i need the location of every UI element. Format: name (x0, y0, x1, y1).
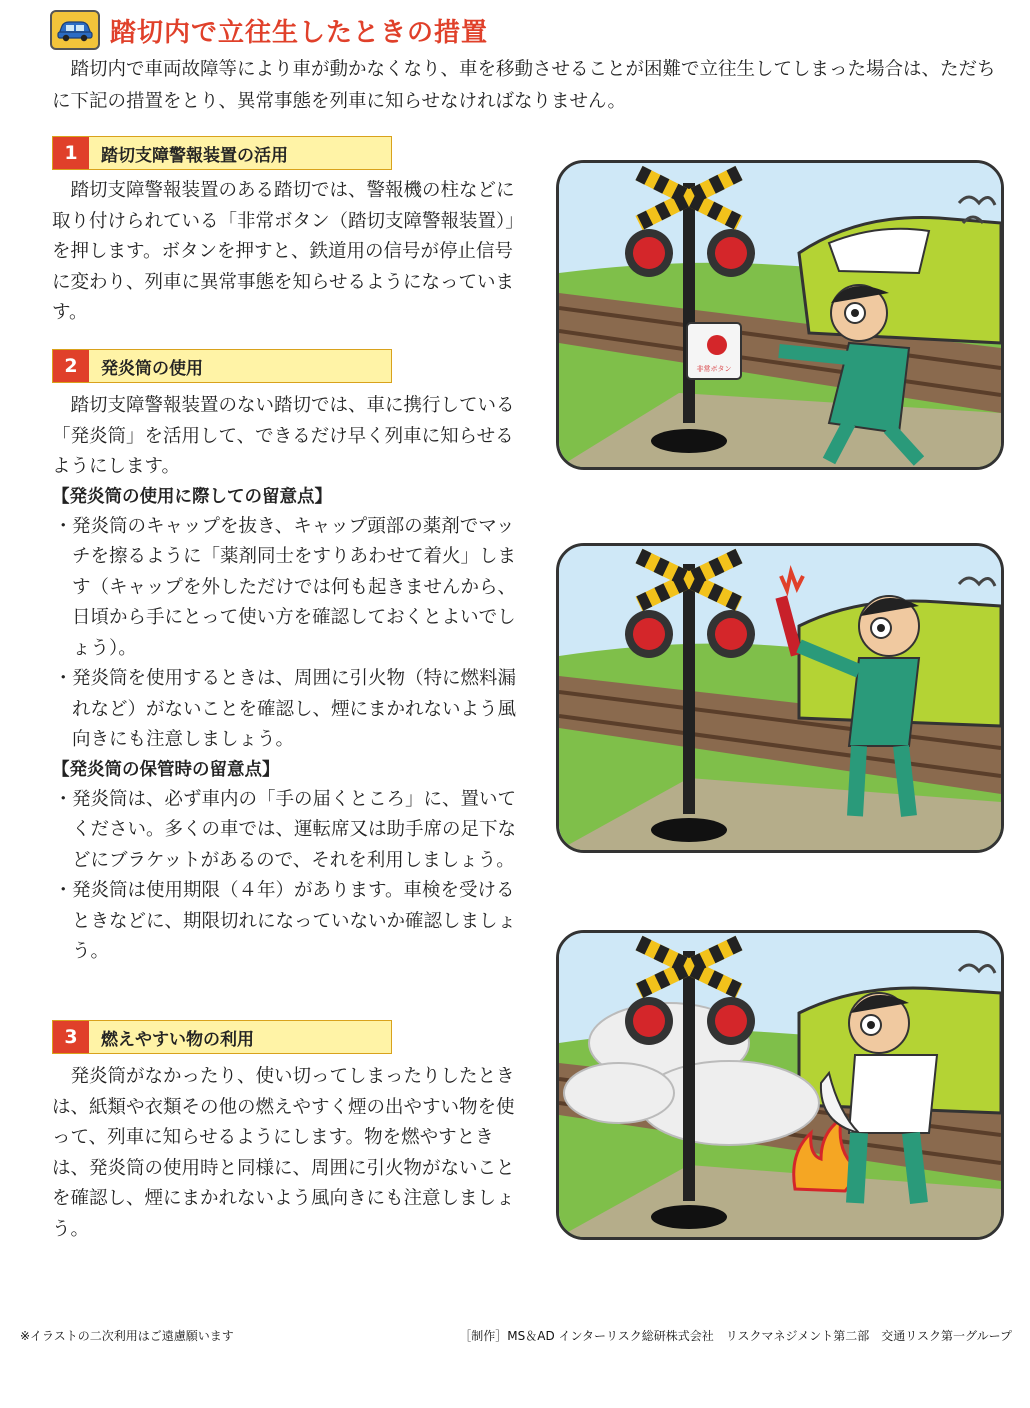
car-icon (50, 10, 100, 50)
section-3-body (52, 1062, 522, 1245)
section-1-header (52, 136, 392, 170)
section-1-number: 1 (53, 137, 89, 169)
list-item: ・ 発炎筒のキャップを抜き、キャップ頭部の薬剤でマッチを擦るように「薬剤同士をすりあわせて着火」します（キャップを外しただけでは何も起きませんから、日頃から手にとって使い方を確認しておくとよいでしょう）。 (54, 515, 517, 659)
section-1-title: 踏切支障警報装置の活用 (101, 145, 288, 166)
section-1-text: 踏切支障警報装置のある踏切では、警報機の柱などに取り付けられている「非常ボタン（踏切支障警報装置）」を押します。ボタンを押すと、鉄道用の信号が停止信号に変わり、列車に異常事態を知らせるようになっています。 (52, 180, 515, 323)
section-2-header (52, 349, 392, 383)
section-2-text: 踏切支障警報装置のない踏切では、車に携行している「発炎筒」を活用して、できるだけ早く列車に知らせるようにします。 (52, 395, 515, 477)
illustration-emergency-button (556, 160, 1004, 470)
intro-text: 踏切内で車両故障等により車が動かなくなり、車を移動させることが困難で立往生してしまった場合は、ただちに下記の措置をとり、異常事態を列車に知らせなければなりません。 (52, 59, 996, 112)
section-3-number: 3 (53, 1021, 89, 1053)
usage-notes-heading: 【発炎筒の使用に際しての留意点】 (52, 486, 332, 507)
storage-notes-heading: 【発炎筒の保管時の留意点】 (52, 759, 280, 780)
section-3-text: 発炎筒がなかったり、使い切ってしまったりしたときは、紙類や衣類その他の燃えやすく煙の出やすい物を使って、列車に知らせるようにします。物を燃やすときは、発炎筒の使用時と同様に、周囲に引火物がないことを確認し、煙にまかれないよう風向きにも注意しましょう。 (52, 1066, 515, 1240)
footer-note: ※イラストの二次利用はご遠慮願います (20, 1329, 234, 1343)
section-3-header (52, 1020, 392, 1054)
section-3-title: 燃えやすい物の利用 (101, 1029, 254, 1050)
section-2-title: 発炎筒の使用 (101, 358, 203, 379)
list-item: ・ 発炎筒は使用期限（４年）があります。車検を受けるときなどに、期限切れになっていないか確認しましょう。 (54, 880, 517, 962)
section-1-body (52, 176, 522, 329)
illustration-flare (556, 543, 1004, 853)
footer-credit: ［制作］MS＆AD インターリスク総研株式会社 リスクマネジメント第二部 交通リスク第一グループ (459, 1329, 1012, 1343)
illustration-burning (556, 930, 1004, 1240)
page-header (50, 8, 488, 52)
section-2-body (52, 391, 522, 968)
list-item: ・ 発炎筒は、必ず車内の「手の届くところ」に、置いてください。多くの車では、運転席又は助手席の足下などにブラケットがあるので、それを利用しましょう。 (54, 788, 517, 871)
list-item: ・ 発炎筒を使用するときは、周囲に引火物（特に燃料漏れなど）がないことを確認し、煙にまかれないよう風向きにも注意しましょう。 (54, 668, 517, 750)
section-2-number: 2 (53, 350, 89, 382)
emergency-button-label: 非常ボタン (696, 365, 732, 373)
page-title: 踏切内で立往生したときの措置 (110, 17, 489, 48)
